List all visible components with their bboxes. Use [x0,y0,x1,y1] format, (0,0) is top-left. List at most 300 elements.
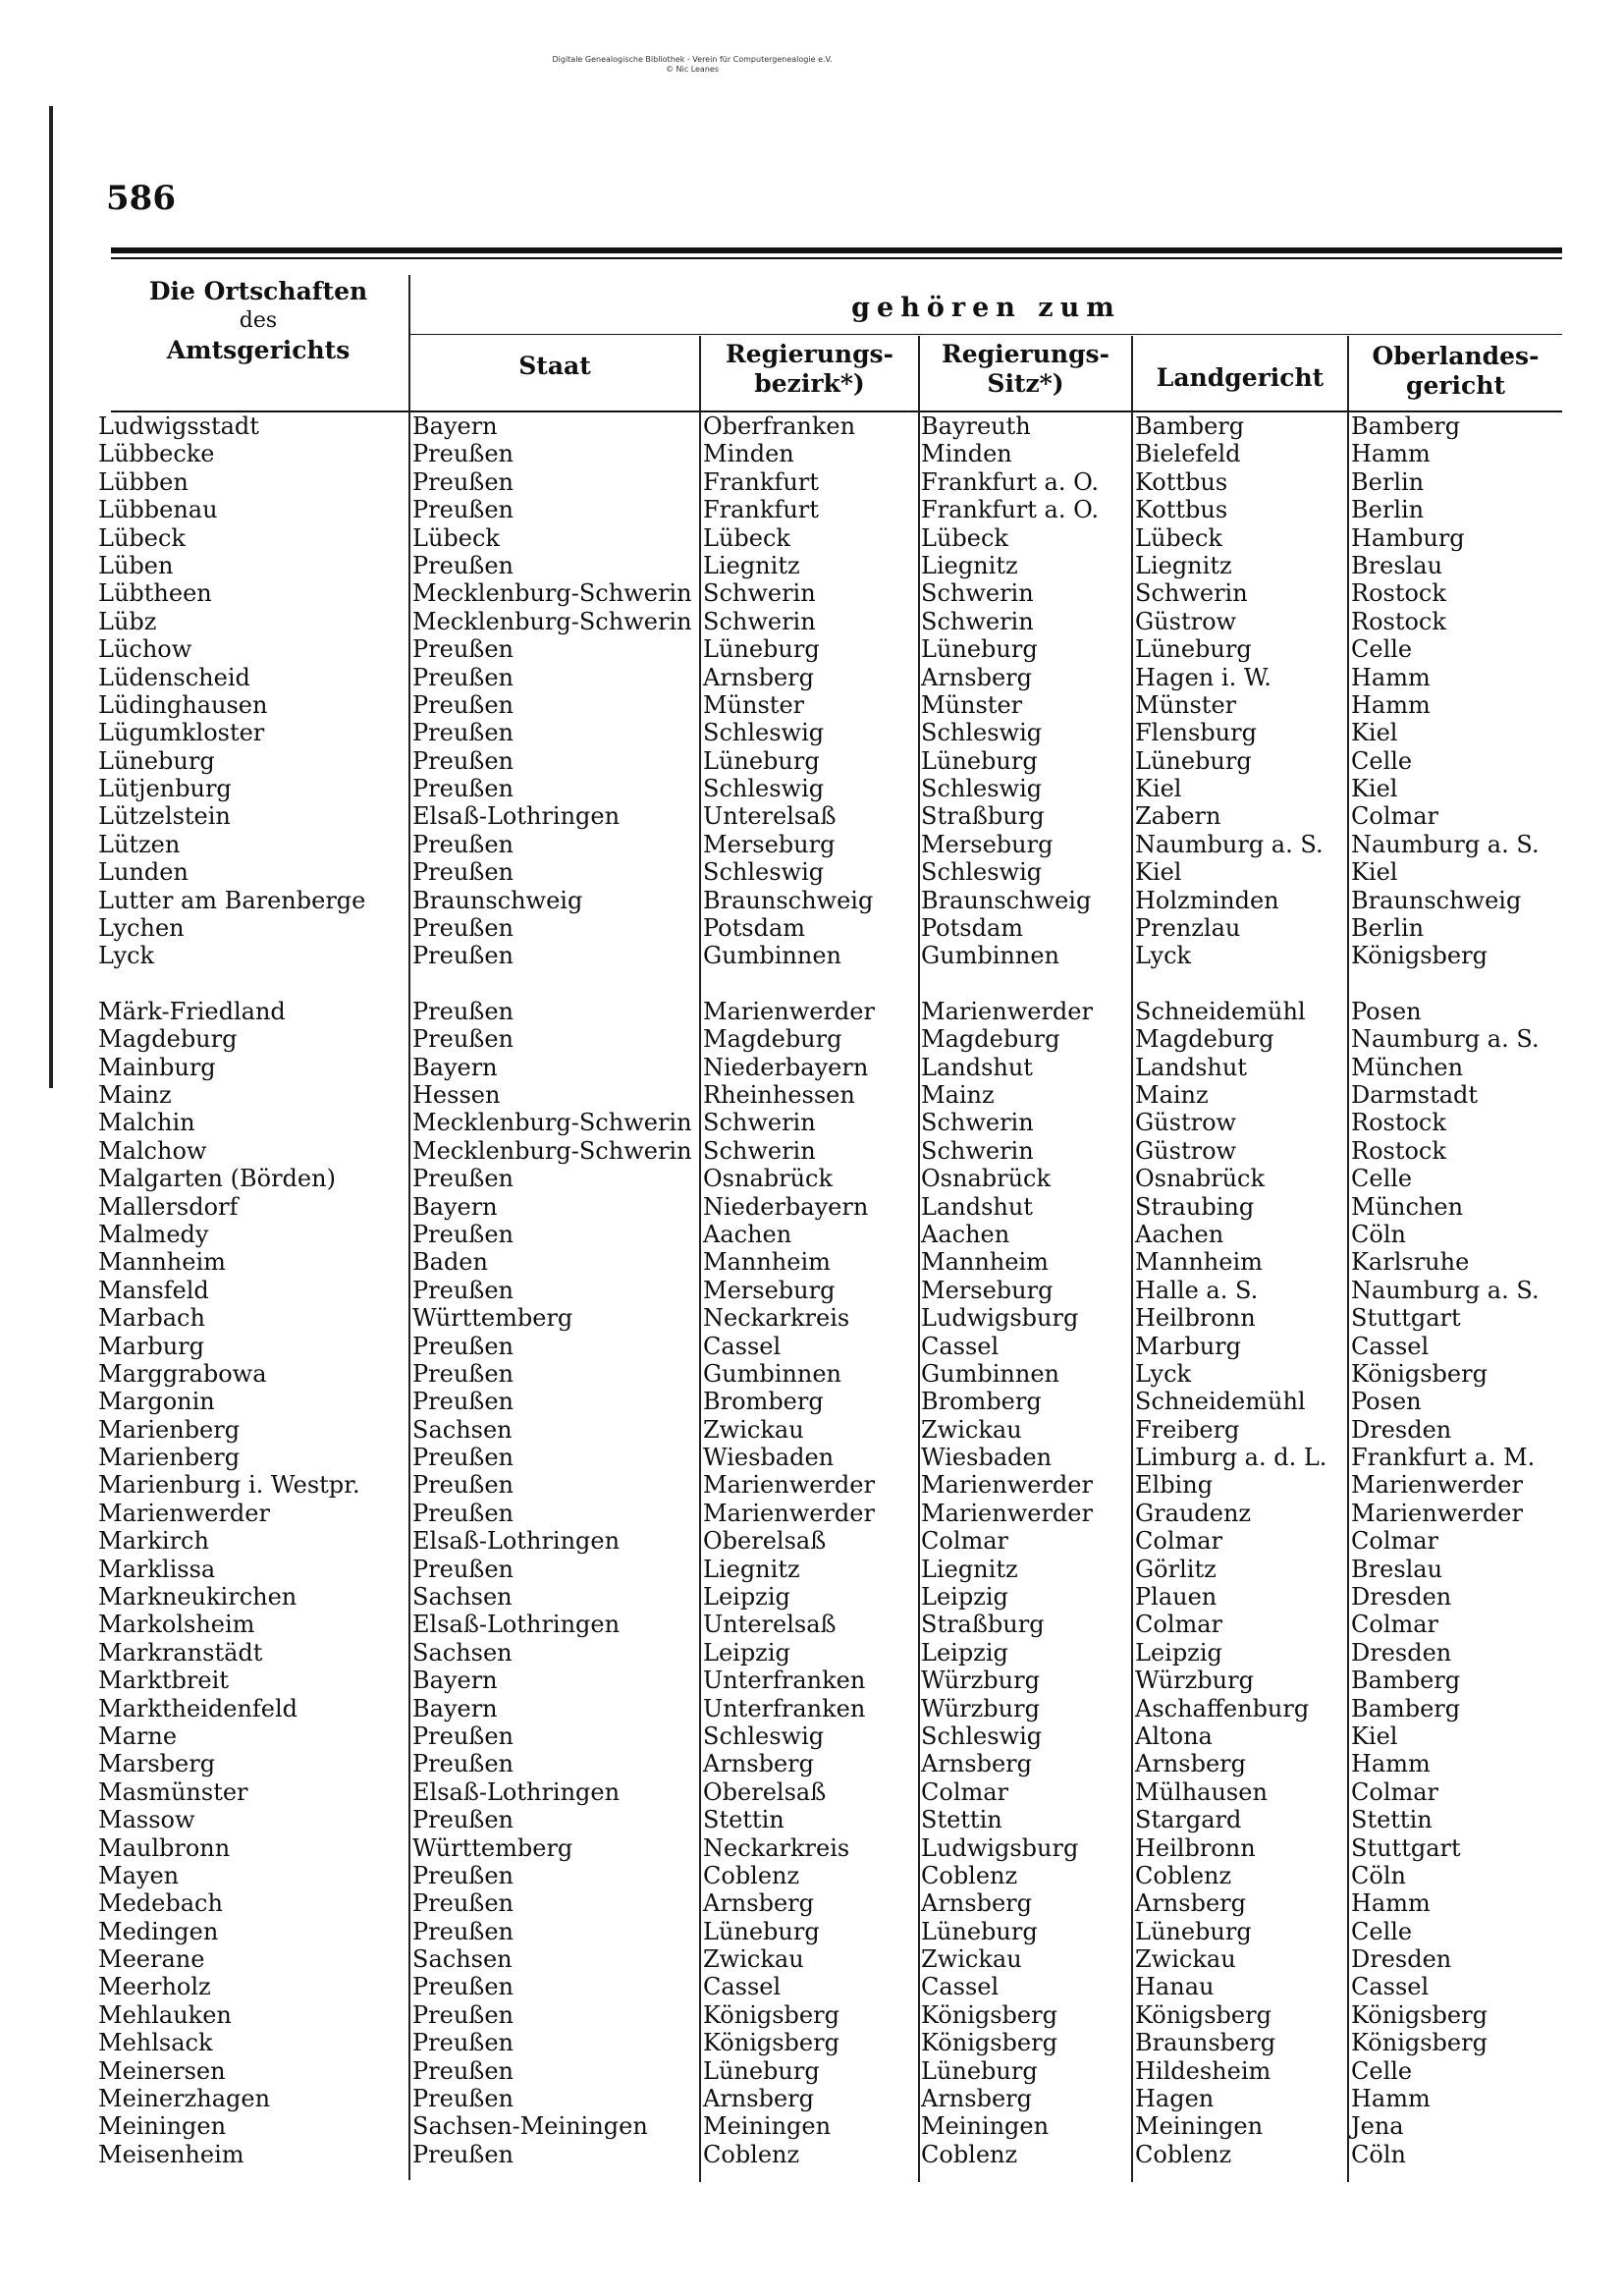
cell-oberlandesgericht: Hamm [1351,2085,1431,2113]
cell-landgericht: Kottbus [1135,467,1228,496]
cell-regierungssitz: Lüneburg [921,635,1038,664]
cell-ortschaft: Meerane [98,1945,205,1974]
header-regierungsbezirk [701,340,918,399]
cell-regierungsbezirk: Schleswig [703,719,825,747]
cell-ortschaft: Lübben [98,467,189,496]
cell-ortschaft: Markranstädt [98,1638,263,1667]
cell-landgericht: Flensburg [1135,719,1257,747]
cell-ortschaft: Magdeburg [98,1025,238,1054]
cell-regierungssitz: Arnsberg [921,1889,1032,1918]
cell-staat: Preußen [412,663,514,691]
cell-regierungsbezirk: Leipzig [703,1638,790,1667]
cell-regierungsbezirk: Arnsberg [703,1889,814,1918]
cell-ortschaft: Marktheidenfeld [98,1694,298,1722]
cell-ortschaft: Mainburg [98,1053,216,1081]
column-separator [1347,336,1349,2182]
cell-ortschaft: Lüdenscheid [98,663,250,691]
column-separator [699,336,701,2182]
cell-oberlandesgericht: München [1351,1192,1464,1221]
cell-oberlandesgericht: Colmar [1351,1611,1439,1639]
cell-ortschaft: Malmedy [98,1220,209,1248]
cell-landgericht: Aachen [1135,1220,1224,1248]
cell-regierungssitz: Liegnitz [921,1555,1018,1583]
cell-regierungsbezirk: Niederbayern [703,1053,869,1081]
cell-ortschaft: Marklissa [98,1555,216,1583]
column-ortschaft [98,412,405,2168]
cell-regierungsbezirk: Schleswig [703,1722,825,1750]
cell-regierungsbezirk: Arnsberg [703,663,814,691]
cell-oberlandesgericht: Hamm [1351,663,1431,691]
cell-oberlandesgericht: Berlin [1351,914,1425,943]
cell-oberlandesgericht: Rostock [1351,1109,1446,1137]
cell-regierungssitz: Frankfurt a. O. [921,467,1099,496]
cell-oberlandesgericht: Rostock [1351,579,1446,608]
cell-regierungssitz: Marienwerder [921,1499,1093,1527]
cell-regierungssitz: Schleswig [921,719,1043,747]
cell-oberlandesgericht: Cassel [1351,1332,1430,1360]
cell-landgericht: Braunsberg [1135,2029,1276,2057]
cell-oberlandesgericht: Stuttgart [1351,1304,1461,1333]
cell-oberlandesgericht: Colmar [1351,1527,1439,1556]
cell-regierungssitz: Ludwigsburg [921,1304,1079,1333]
cell-staat: Preußen [412,1220,514,1248]
column-regierungsbezirk [703,412,917,2168]
cell-oberlandesgericht: Bamberg [1351,1667,1461,1695]
cell-regierungssitz: Leipzig [921,1583,1008,1612]
cell-ortschaft: Massow [98,1806,195,1834]
cell-oberlandesgericht: Bamberg [1351,412,1461,440]
header-regierungssitz-line-2: Sitz*) [987,369,1064,398]
cell-staat: Preußen [412,942,514,970]
cell-regierungssitz: Cassel [921,1332,1000,1360]
cell-regierungssitz: Minden [921,440,1012,468]
cell-ortschaft: Lübz [98,607,157,635]
cell-staat: Bayern [412,1053,498,1081]
cell-oberlandesgericht: Celle [1351,1917,1413,1945]
cell-oberlandesgericht: Frankfurt a. M. [1351,1444,1536,1472]
cell-oberlandesgericht: Celle [1351,2056,1413,2085]
left-margin-rule [49,106,53,1088]
watermark-line-2: © Nic Leanes [666,65,719,74]
cell-staat: Preußen [412,2140,514,2168]
cell-oberlandesgericht: Naumburg a. S. [1351,1025,1540,1054]
cell-staat: Preußen [412,1359,514,1388]
cell-regierungsbezirk: Lüneburg [703,746,820,775]
cell-regierungssitz: Liegnitz [921,551,1018,579]
cell-regierungssitz: Münster [921,690,1023,719]
header-group-gehoeren-zum: gehören zum [851,293,1121,323]
cell-landgericht: Zabern [1135,802,1221,831]
cell-staat: Preußen [412,1276,514,1304]
cell-regierungssitz: Schleswig [921,775,1043,803]
cell-oberlandesgericht: München [1351,1053,1464,1081]
cell-regierungssitz: Osnabrück [921,1165,1052,1193]
cell-landgericht: Mannheim [1135,1248,1263,1277]
cell-regierungsbezirk: Unterfranken [703,1667,866,1695]
cell-ortschaft: Lübbecke [98,440,215,468]
cell-landgericht: Freiberg [1135,1415,1240,1444]
cell-ortschaft: Marne [98,1722,178,1750]
section-gap [1135,970,1345,998]
header-oberlandesgericht-line-2: gericht [1405,371,1505,400]
header-oberlandesgericht-line-1: Oberlandes- [1372,342,1540,370]
cell-staat: Preußen [412,914,514,943]
cell-oberlandesgericht: Celle [1351,635,1413,664]
cell-regierungssitz: Königsberg [921,2000,1057,2029]
cell-regierungsbezirk: Merseburg [703,1276,836,1304]
section-gap [98,970,405,998]
column-regierungssitz [921,412,1129,2168]
cell-regierungssitz: Zwickau [921,1415,1022,1444]
cell-landgericht: Kiel [1135,775,1182,803]
cell-staat: Preußen [412,746,514,775]
cell-staat: Preußen [412,830,514,858]
cell-regierungsbezirk: Unterfranken [703,1694,866,1722]
cell-regierungsbezirk: Schleswig [703,858,825,887]
cell-regierungssitz: Landshut [921,1192,1033,1221]
cell-landgericht: Schneidemühl [1135,997,1306,1025]
cell-staat: Preußen [412,1973,514,2001]
cell-regierungssitz: Mainz [921,1080,995,1109]
cell-staat: Preußen [412,1388,514,1416]
cell-regierungsbezirk: Münster [703,690,805,719]
cell-regierungssitz: Schleswig [921,1722,1043,1750]
cell-regierungssitz: Merseburg [921,1276,1054,1304]
cell-regierungsbezirk: Meiningen [703,2112,832,2141]
cell-oberlandesgericht: Hamm [1351,690,1431,719]
column-landgericht [1135,412,1345,2168]
cell-ortschaft: Lübbenau [98,496,218,524]
cell-ortschaft: Markolsheim [98,1611,255,1639]
cell-staat: Preußen [412,440,514,468]
cell-ortschaft: Malchin [98,1109,195,1137]
cell-landgericht: Altona [1135,1722,1213,1750]
cell-landgericht: Münster [1135,690,1237,719]
cell-landgericht: Prenzlau [1135,914,1241,943]
cell-staat: Bayern [412,1694,498,1722]
cell-landgericht: Leipzig [1135,1638,1222,1667]
cell-regierungsbezirk: Minden [703,440,794,468]
cell-ortschaft: Meinersen [98,2056,226,2085]
cell-landgericht: Coblenz [1135,1861,1232,1889]
cell-regierungsbezirk: Schwerin [703,607,816,635]
cell-regierungssitz: Straßburg [921,802,1045,831]
cell-oberlandesgericht: Naumburg a. S. [1351,1276,1540,1304]
cell-landgericht: Magdeburg [1135,1025,1274,1054]
cell-oberlandesgericht: Cöln [1351,1861,1406,1889]
cell-oberlandesgericht: Celle [1351,1165,1413,1193]
cell-staat: Bayern [412,1192,498,1221]
cell-ortschaft: Meerholz [98,1973,211,2001]
column-separator [918,336,920,2182]
cell-regierungssitz: Mannheim [921,1248,1049,1277]
cell-regierungssitz: Frankfurt a. O. [921,496,1099,524]
cell-regierungssitz: Colmar [921,1527,1009,1556]
cell-regierungssitz: Straßburg [921,1611,1045,1639]
cell-staat: Preußen [412,1722,514,1750]
header-ortschaften-line-1: Die Ortschaften [148,277,368,305]
cell-regierungssitz: Aachen [921,1220,1010,1248]
page-number: 586 [106,179,176,218]
cell-staat: Elsaß-Lothringen [412,1611,621,1639]
cell-oberlandesgericht: Marienwerder [1351,1471,1523,1500]
cell-oberlandesgericht: Hamburg [1351,523,1465,552]
cell-regierungsbezirk: Osnabrück [703,1165,834,1193]
cell-oberlandesgericht: Königsberg [1351,942,1488,970]
section-gap [1351,970,1561,998]
cell-regierungsbezirk: Zwickau [703,1415,804,1444]
cell-regierungssitz: Königsberg [921,2029,1057,2057]
cell-ortschaft: Lüchow [98,635,192,664]
cell-regierungssitz: Wiesbaden [921,1444,1053,1472]
cell-oberlandesgericht: Dresden [1351,1583,1452,1612]
cell-oberlandesgericht: Königsberg [1351,2029,1488,2057]
cell-staat: Sachsen [412,1583,513,1612]
cell-regierungsbezirk: Marienwerder [703,997,875,1025]
cell-landgericht: Osnabrück [1135,1165,1266,1193]
cell-oberlandesgericht: Stuttgart [1351,1833,1461,1862]
cell-ortschaft: Ludwigsstadt [98,412,259,440]
cell-staat: Mecklenburg-Schwerin [412,607,692,635]
cell-oberlandesgericht: Dresden [1351,1415,1452,1444]
cell-oberlandesgericht: Cöln [1351,1220,1406,1248]
cell-regierungsbezirk: Wiesbaden [703,1444,835,1472]
cell-regierungsbezirk: Gumbinnen [703,1359,841,1388]
cell-staat: Preußen [412,1889,514,1918]
cell-regierungsbezirk: Leipzig [703,1583,790,1612]
cell-staat: Preußen [412,1555,514,1583]
cell-oberlandesgericht: Posen [1351,997,1422,1025]
cell-staat: Mecklenburg-Schwerin [412,1109,692,1137]
header-landgericht: Landgericht [1156,363,1325,392]
cell-landgericht: Liegnitz [1135,551,1232,579]
cell-regierungsbezirk: Mannheim [703,1248,831,1277]
cell-ortschaft: Lübtheen [98,579,212,608]
cell-regierungsbezirk: Zwickau [703,1945,804,1974]
cell-oberlandesgericht: Marienwerder [1351,1499,1523,1527]
cell-regierungssitz: Schwerin [921,1109,1034,1137]
cell-ortschaft: Meisenheim [98,2140,244,2168]
cell-regierungssitz: Coblenz [921,1861,1018,1889]
cell-regierungsbezirk: Niederbayern [703,1192,869,1221]
cell-regierungssitz: Braunschweig [921,886,1092,914]
cell-staat: Baden [412,1248,488,1277]
cell-oberlandesgericht: Naumburg a. S. [1351,830,1540,858]
cell-regierungsbezirk: Marienwerder [703,1499,875,1527]
cell-ortschaft: Malgarten (Börden) [98,1165,336,1193]
cell-landgericht: Limburg a. d. L. [1135,1444,1327,1472]
cell-regierungssitz: Arnsberg [921,2085,1032,2113]
cell-landgericht: Meiningen [1135,2112,1264,2141]
cell-regierungssitz: Magdeburg [921,1025,1060,1054]
cell-regierungssitz: Schwerin [921,607,1034,635]
cell-regierungsbezirk: Rheinhessen [703,1080,855,1109]
cell-ortschaft: Mallersdorf [98,1192,239,1221]
watermark-line-1: Digitale Genealogische Bibliothek - Verein für Computergenealogie e.V. [552,55,833,64]
cell-landgericht: Lyck [1135,1359,1192,1388]
cell-regierungsbezirk: Potsdam [703,914,806,943]
cell-staat: Württemberg [412,1304,573,1333]
cell-ortschaft: Medebach [98,1889,223,1918]
cell-regierungssitz: Lüneburg [921,2056,1038,2085]
cell-regierungsbezirk: Unterelsaß [703,1611,837,1639]
cell-regierungssitz: Merseburg [921,830,1054,858]
cell-staat: Hessen [412,1080,501,1109]
cell-staat: Württemberg [412,1833,573,1862]
cell-oberlandesgericht: Kiel [1351,1722,1398,1750]
cell-landgericht: Heilbronn [1135,1833,1256,1862]
cell-landgericht: Güstrow [1135,1109,1237,1137]
cell-staat: Preußen [412,690,514,719]
cell-staat: Preußen [412,1165,514,1193]
cell-regierungssitz: Lüneburg [921,1917,1038,1945]
section-gap [921,970,1129,998]
cell-landgericht: Bielefeld [1135,440,1241,468]
cell-oberlandesgericht: Kiel [1351,719,1398,747]
cell-regierungsbezirk: Schwerin [703,1109,816,1137]
cell-regierungssitz: Leipzig [921,1638,1008,1667]
cell-regierungssitz: Stettin [921,1806,1002,1834]
cell-oberlandesgericht: Celle [1351,746,1413,775]
cell-landgericht: Plauen [1135,1583,1217,1612]
cell-staat: Elsaß-Lothringen [412,802,621,831]
cell-staat: Sachsen [412,1945,513,1974]
cell-oberlandesgericht: Stettin [1351,1806,1433,1834]
table-top-rule [111,247,1562,253]
cell-ortschaft: Marbach [98,1304,205,1333]
group-header-rule [410,334,1562,335]
cell-regierungssitz: Zwickau [921,1945,1022,1974]
cell-regierungsbezirk: Unterelsaß [703,802,837,831]
cell-landgericht: Güstrow [1135,607,1237,635]
cell-regierungsbezirk: Gumbinnen [703,942,841,970]
cell-oberlandesgericht: Braunschweig [1351,886,1522,914]
cell-landgericht: Lüneburg [1135,746,1252,775]
cell-staat: Bayern [412,412,498,440]
cell-oberlandesgericht: Rostock [1351,1136,1446,1165]
cell-staat: Sachsen [412,1415,513,1444]
cell-staat: Preußen [412,2000,514,2029]
cell-regierungsbezirk: Lüneburg [703,2056,820,2085]
cell-staat: Preußen [412,1750,514,1778]
cell-regierungsbezirk: Aachen [703,1220,792,1248]
cell-regierungssitz: Bromberg [921,1388,1042,1416]
cell-ortschaft: Maulbronn [98,1833,231,1862]
cell-regierungsbezirk: Cassel [703,1973,782,2001]
cell-landgericht: Lüneburg [1135,1917,1252,1945]
cell-regierungssitz: Arnsberg [921,1750,1032,1778]
cell-regierungssitz: Marienwerder [921,1471,1093,1500]
column-separator [1131,336,1133,2182]
watermark [0,55,1384,75]
cell-oberlandesgericht: Jena [1351,2112,1404,2141]
section-gap [703,970,917,998]
cell-oberlandesgericht: Kiel [1351,775,1398,803]
cell-regierungssitz: Würzburg [921,1694,1040,1722]
cell-landgericht: Elbing [1135,1471,1214,1500]
cell-oberlandesgericht: Berlin [1351,496,1425,524]
cell-regierungsbezirk: Neckarkreis [703,1304,850,1333]
cell-landgericht: Güstrow [1135,1136,1237,1165]
cell-oberlandesgericht: Bamberg [1351,1694,1461,1722]
header-regierungssitz-line-1: Regierungs- [941,340,1110,368]
cell-oberlandesgericht: Hamm [1351,1750,1431,1778]
cell-regierungssitz: Gumbinnen [921,942,1059,970]
cell-regierungsbezirk: Oberfranken [703,412,856,440]
cell-ortschaft: Lütjenburg [98,775,232,803]
cell-staat: Preußen [412,2085,514,2113]
cell-staat: Preußen [412,2056,514,2085]
cell-regierungsbezirk: Lüneburg [703,635,820,664]
cell-regierungssitz: Potsdam [921,914,1024,943]
cell-ortschaft: Lyck [98,942,155,970]
cell-regierungssitz: Schwerin [921,579,1034,608]
cell-landgericht: Colmar [1135,1611,1223,1639]
cell-landgericht: Colmar [1135,1527,1223,1556]
cell-ortschaft: Mainz [98,1080,172,1109]
cell-staat: Preußen [412,2029,514,2057]
cell-staat: Preußen [412,1444,514,1472]
cell-staat: Preußen [412,1025,514,1054]
cell-oberlandesgericht: Breslau [1351,551,1443,579]
cell-ortschaft: Marienberg [98,1415,241,1444]
cell-landgericht: Hagen i. W. [1135,663,1271,691]
cell-staat: Elsaß-Lothringen [412,1777,621,1806]
cell-staat: Preußen [412,775,514,803]
cell-staat: Preußen [412,496,514,524]
cell-ortschaft: Markirch [98,1527,209,1556]
cell-regierungssitz: Schwerin [921,1136,1034,1165]
header-regierungsbezirk-line-1: Regierungs- [725,340,894,368]
cell-ortschaft: Marburg [98,1332,205,1360]
header-regierungsbezirk-line-2: bezirk*) [754,369,865,398]
cell-regierungsbezirk: Bromberg [703,1388,824,1416]
cell-landgericht: Naumburg a. S. [1135,830,1324,858]
cell-staat: Preußen [412,551,514,579]
cell-regierungssitz: Coblenz [921,2140,1018,2168]
cell-regierungssitz: Cassel [921,1973,1000,2001]
cell-ortschaft: Lügumkloster [98,719,265,747]
cell-ortschaft: Malchow [98,1136,207,1165]
cell-regierungsbezirk: Oberelsaß [703,1527,827,1556]
column-oberlandesgericht [1351,412,1561,2168]
cell-regierungssitz: Gumbinnen [921,1359,1059,1388]
cell-staat: Preußen [412,858,514,887]
cell-regierungsbezirk: Schleswig [703,775,825,803]
cell-regierungssitz: Schleswig [921,858,1043,887]
cell-regierungsbezirk: Coblenz [703,2140,800,2168]
cell-regierungssitz: Würzburg [921,1667,1040,1695]
cell-landgericht: Zwickau [1135,1945,1236,1974]
cell-oberlandesgericht: Königsberg [1351,2000,1488,2029]
cell-staat: Sachsen [412,1638,513,1667]
cell-landgericht: Mülhausen [1135,1777,1268,1806]
cell-staat: Lübeck [412,523,500,552]
cell-regierungssitz: Arnsberg [921,663,1032,691]
cell-landgericht: Schneidemühl [1135,1388,1306,1416]
cell-ortschaft: Marienburg i. Westpr. [98,1471,360,1500]
cell-ortschaft: Mehlauken [98,2000,232,2029]
cell-regierungsbezirk: Arnsberg [703,2085,814,2113]
cell-oberlandesgericht: Cassel [1351,1973,1430,2001]
cell-landgericht: Lüneburg [1135,635,1252,664]
cell-ortschaft: Marktbreit [98,1667,229,1695]
cell-oberlandesgericht: Rostock [1351,607,1446,635]
header-regierungssitz [920,340,1131,399]
header-ortschaften-line-3: Amtsgerichts [166,336,351,364]
cell-ortschaft: Marienwerder [98,1499,270,1527]
header-staat: Staat [518,352,591,380]
